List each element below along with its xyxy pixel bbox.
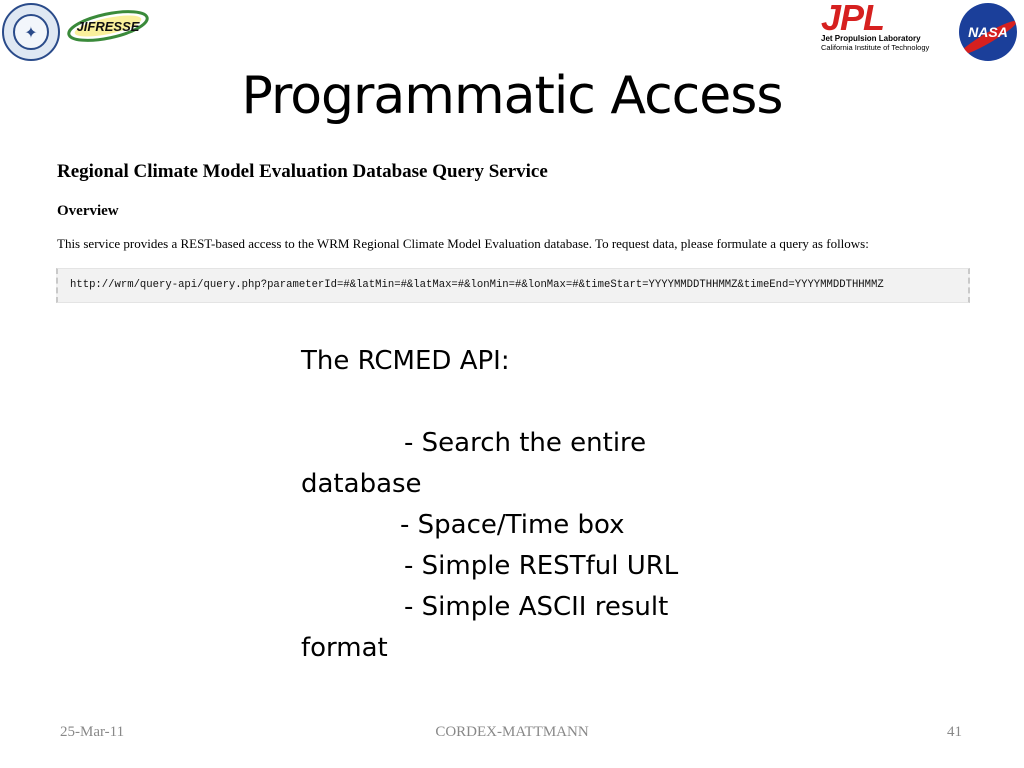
blank-line: [301, 382, 678, 423]
slide-title: Programmatic Access: [241, 66, 783, 126]
nasa-logo-text: NASA: [968, 24, 1008, 40]
jifresse-logo: [64, 6, 152, 46]
jifresse-logo-text: JIFRESSE: [76, 19, 140, 34]
footer-page-number: 41: [947, 724, 962, 740]
nasa-logo: [959, 3, 1017, 61]
service-overview-heading: Overview: [57, 203, 119, 219]
footer-date: 25-Mar-11: [60, 724, 125, 740]
jpl-logo-line2: California Institute of Technology: [821, 43, 930, 52]
bullet-restful-url: - Simple RESTful URL: [404, 551, 679, 581]
university-seal-logo: [2, 3, 60, 61]
body-text-block: [301, 341, 678, 669]
bullet-space-time: - Space/Time box: [400, 510, 625, 540]
jpl-logo-line1: Jet Propulsion Laboratory: [821, 34, 921, 43]
bullet-ascii-line1: - Simple ASCII result: [404, 592, 669, 622]
jpl-logo: [817, 2, 937, 54]
api-intro: The RCMED API:: [301, 346, 510, 376]
footer-center-text: CORDEX-MATTMANN: [435, 724, 589, 740]
query-url-text: http://wrm/query-api/query.php?parameterId=#&latMin=#&latMax=#&lonMin=#&lonMax=#&timeStart=YYYYMMDDTHHMMZ&timeEnd=YYYYMMDDTHHMMZ: [70, 279, 884, 291]
service-description: This service provides a REST-based access to the WRM Regional Climate Model Evaluation database. To request data, please formulate a query as follows:: [57, 236, 869, 251]
seal-icon: ✦: [13, 14, 49, 50]
bullet-ascii-line2: format: [301, 633, 388, 663]
jpl-logo-mark: JPL: [821, 0, 885, 38]
bullet-search-line2: database: [301, 469, 422, 499]
query-url-box: [56, 268, 970, 303]
service-heading: Regional Climate Model Evaluation Database Query Service: [57, 161, 548, 182]
bullet-search-line1: - Search the entire: [404, 428, 647, 458]
